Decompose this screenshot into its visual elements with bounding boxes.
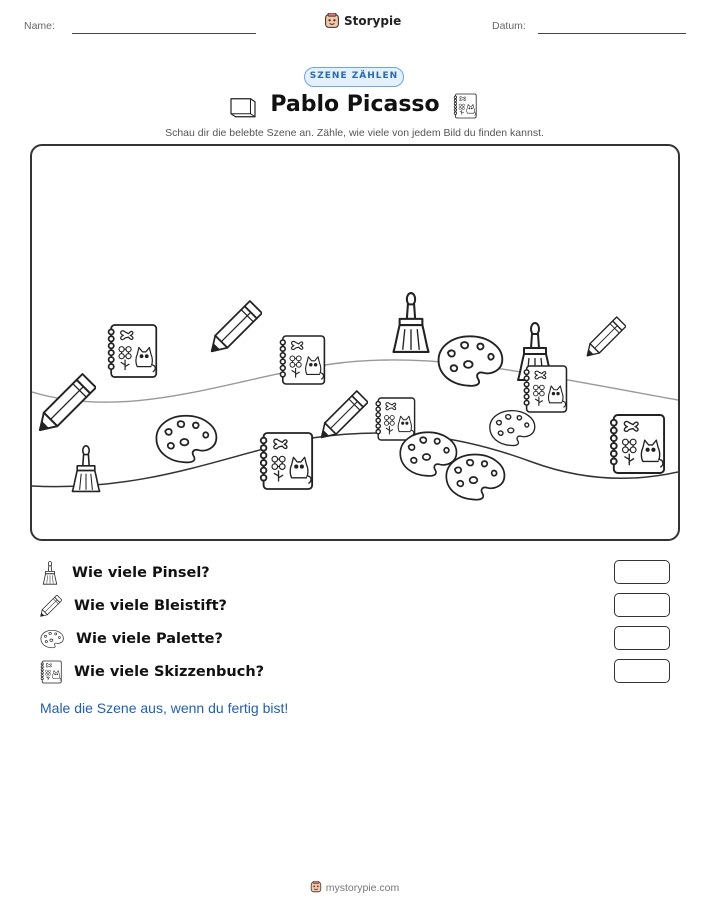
date-line[interactable] [538, 33, 686, 34]
paintbrush-item [72, 446, 99, 492]
pencil-item [587, 317, 626, 356]
question-label: Wie viele Skizzenbuch? [74, 664, 265, 680]
counting-scene [30, 144, 680, 541]
sketchbook-item [524, 366, 566, 412]
question-row [40, 626, 670, 652]
sketchbook-item [611, 415, 664, 473]
mascot-icon [324, 13, 340, 29]
question-label: Wie viele Pinsel? [72, 565, 210, 581]
footer [0, 881, 709, 894]
sketchbook-item [109, 325, 157, 377]
paintbrush-item [393, 293, 428, 352]
answer-box-pencils[interactable] [614, 593, 670, 617]
page-title: Pablo Picasso [270, 92, 440, 117]
activity-badge: SZENE ZÄHLEN [304, 67, 404, 87]
brand-name: Storypie [344, 14, 402, 28]
answer-box-palettes[interactable] [614, 626, 670, 650]
instructions: Schau dir die belebte Szene an. Zähle, wie viele von jedem Bild du finden kannst. [165, 127, 544, 139]
coloring-note: Male die Szene aus, wenn du fertig bist! [40, 700, 289, 716]
palette-item [446, 455, 504, 500]
question-row [40, 560, 670, 586]
question-label: Wie viele Palette? [76, 631, 223, 647]
answer-box-brushes[interactable] [614, 560, 670, 584]
brand-logo [324, 13, 401, 29]
palette-item [156, 416, 216, 463]
palette-item [490, 411, 535, 446]
palette-icon [40, 629, 64, 649]
pencil-item [212, 301, 262, 351]
sketchbook-item [280, 336, 324, 384]
paintbrush-icon [40, 561, 60, 585]
question-label: Wie viele Bleistift? [74, 598, 227, 614]
pencil-icon [40, 595, 62, 617]
pencil-item [322, 391, 368, 437]
hill-line-front [32, 433, 678, 487]
answer-box-sketchbooks[interactable] [614, 659, 670, 683]
sketchbook-item [261, 433, 312, 489]
sketchbook-item [376, 398, 415, 440]
name-label: Name: [24, 20, 55, 32]
palette-item [439, 336, 503, 386]
name-line[interactable] [72, 33, 256, 34]
date-label: Datum: [492, 20, 526, 32]
question-row [40, 659, 670, 685]
sketchbook-icon [453, 93, 477, 119]
scene-illustration [32, 146, 678, 539]
sketchbook-icon [40, 660, 62, 684]
question-row [40, 593, 670, 619]
mascot-icon [310, 881, 322, 893]
footer-url[interactable]: mystorypie.com [325, 882, 400, 894]
